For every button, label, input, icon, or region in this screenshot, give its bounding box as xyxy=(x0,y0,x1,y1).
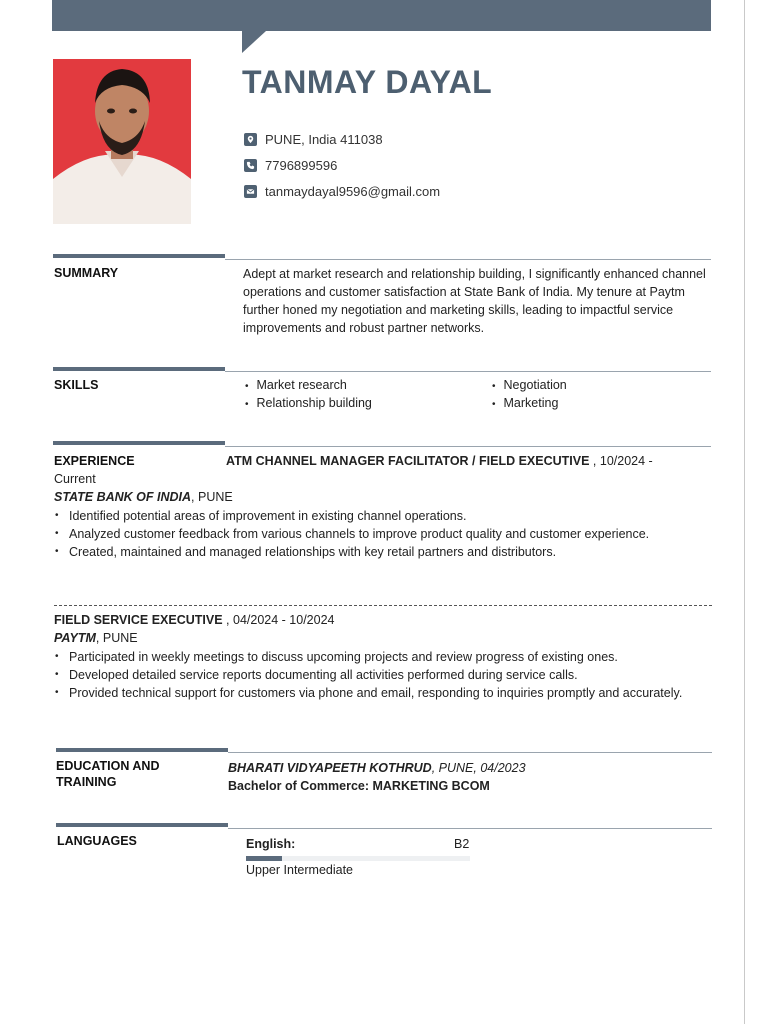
job-1-role: ATM CHANNEL MANAGER FACILITATOR / FIELD EXECUTIVE xyxy=(226,454,590,468)
skill-item: • Marketing xyxy=(492,396,558,410)
list-item: • Identified potential areas of improvement in existing channel operations. xyxy=(54,507,704,525)
summary-text: Adept at market research and relationship building, I significantly enhanced channel operations and customer satisfaction at State Bank of India. My tenure at Paytm further honed my negotiation and marketing skills, leading to impactful service improvements and robust partner networks. xyxy=(243,267,706,335)
list-item: • Participated in weekly meetings to discuss upcoming projects and review progress of existing ones. xyxy=(54,648,704,666)
mail-icon xyxy=(244,185,257,198)
job-1-company-line xyxy=(54,488,233,506)
job-1-dates: , 10/2024 - xyxy=(592,454,653,468)
languages-accent-bar xyxy=(56,823,228,827)
job-1-bullets xyxy=(54,507,704,561)
top-banner xyxy=(52,0,711,31)
languages-divider xyxy=(228,828,712,829)
job-2-bullets xyxy=(54,648,704,702)
skill-item: • Relationship building xyxy=(245,396,372,410)
languages-heading: LANGUAGES xyxy=(57,834,137,848)
job-2-role: FIELD SERVICE EXECUTIVE xyxy=(54,613,223,627)
contact-location-text: PUNE, India 411038 xyxy=(265,132,383,147)
skill-item: • Market research xyxy=(245,378,347,392)
language-level-code: B2 xyxy=(454,837,470,851)
job-1-location: , PUNE xyxy=(191,490,233,504)
education-meta: , PUNE, 04/2023 xyxy=(431,761,526,775)
job-1-dates-cont: Current xyxy=(54,472,96,486)
list-item: • Developed detailed service reports documenting all activities performed during service calls. xyxy=(54,666,704,684)
job-2-dates: , 04/2024 - 10/2024 xyxy=(226,613,335,627)
skills-divider xyxy=(225,371,711,372)
job-1-company: STATE BANK OF INDIA xyxy=(54,490,192,504)
education-accent-bar xyxy=(56,748,228,752)
contact-phone-text[interactable]: 7796899596 xyxy=(265,158,338,173)
contact-phone xyxy=(244,158,337,173)
phone-icon xyxy=(244,159,257,172)
job-separator xyxy=(54,605,712,606)
banner-notch xyxy=(242,31,266,53)
education-heading: EDUCATION AND TRAINING xyxy=(56,759,160,789)
location-pin-icon xyxy=(244,133,257,146)
language-level-text: Upper Intermediate xyxy=(246,863,354,877)
job-2-company: PAYTM xyxy=(54,631,96,645)
education-school-line xyxy=(228,759,526,777)
job-2-location: , PUNE xyxy=(95,631,138,645)
skills-accent-bar xyxy=(53,367,225,371)
experience-divider xyxy=(225,446,711,447)
contact-location xyxy=(244,132,383,147)
profile-photo xyxy=(53,59,191,224)
education-school: BHARATI VIDYAPEETH KOTHRUD xyxy=(228,761,432,775)
experience-accent-bar xyxy=(53,441,225,445)
list-item: • Analyzed customer feedback from various channels to improve product quality and customer experience. xyxy=(54,525,659,543)
contact-email-text[interactable]: tanmaydayal9596@gmail.com xyxy=(265,184,441,199)
job-1-header xyxy=(226,452,706,470)
page-edge-line xyxy=(744,0,745,1024)
summary-divider xyxy=(225,259,711,260)
skills-heading: SKILLS xyxy=(54,378,99,392)
skill-item: • Negotiation xyxy=(492,378,567,392)
list-item: • Provided technical support for customers via phone and email, responding to inquiries promptly and accurately. xyxy=(54,684,699,702)
education-degree: Bachelor of Commerce: MARKETING BCOM xyxy=(228,779,490,793)
candidate-name: TANMAY DAYAL xyxy=(242,64,493,100)
list-item: • Created, maintained and managed relationships with key retail partners and distributors. xyxy=(54,543,704,561)
job-2-header xyxy=(54,611,334,629)
contact-email xyxy=(244,184,440,199)
language-name: English: xyxy=(246,837,296,851)
summary-accent-bar xyxy=(53,254,225,258)
job-2-company-line xyxy=(54,629,138,647)
experience-heading: EXPERIENCE xyxy=(54,454,135,468)
summary-heading: SUMMARY xyxy=(54,266,119,280)
education-divider xyxy=(228,752,712,753)
